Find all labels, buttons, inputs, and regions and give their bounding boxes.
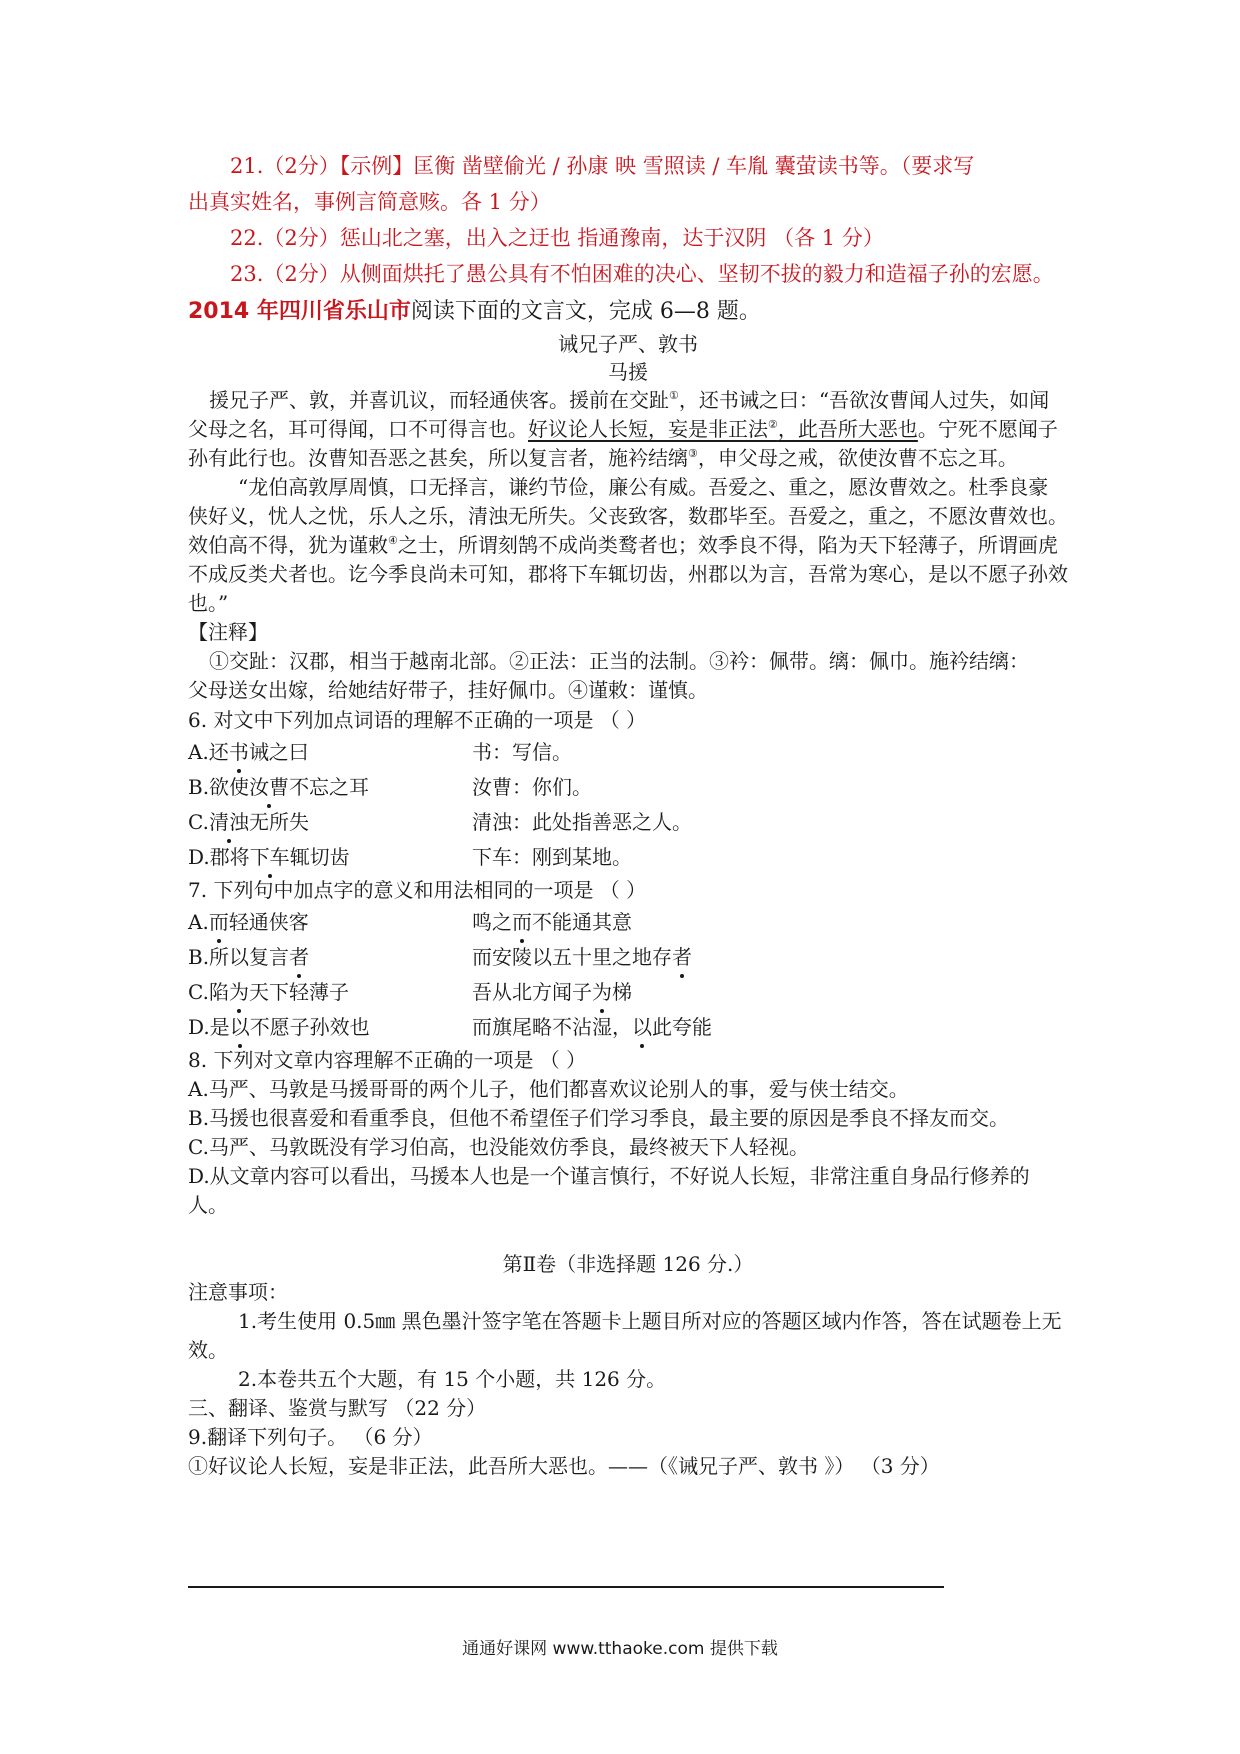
- q6-option-c: C.清浊无所失 清浊：此处指善恶之人。: [188, 805, 1068, 840]
- q6-option-a: A.还书诫之曰 书：写信。: [188, 735, 1068, 770]
- answer-21: 21.（2分）【示例】匡衡 凿壁偷光 / 孙康 映 雪照读 / 车胤 囊萤读书等。（要求写: [230, 154, 975, 178]
- passage-author: 马援: [608, 360, 648, 384]
- q7-option-d: D.是以不愿子孙效也 而旗尾略不沾湿，以此夸能: [188, 1010, 1068, 1045]
- q8-option-b: B.马援也很喜爱和看重季良，但他不希望侄子们学习季良，最主要的原因是季良不择友而交。: [188, 1106, 1010, 1130]
- notice-heading: 注意事项：: [188, 1280, 288, 1304]
- notes-heading: 【注释】: [188, 620, 268, 644]
- answer-23: 23.（2分）从侧面烘托了愚公具有不怕困难的决心、坚韧不拔的毅力和造福子孙的宏愿。: [230, 262, 1054, 286]
- notice-item-2: 2.本卷共五个大题，有 15 个小题，共 126 分。: [238, 1367, 667, 1391]
- answer-line: [188, 1586, 944, 1588]
- answer-22: 22.（2分）惩山北之塞，出入之迂也 指通豫南，达于汉阴 （各 1 分）: [230, 226, 884, 250]
- q7-option-b: B.所以复言者 而安陵以五十里之地存者: [188, 940, 1068, 975]
- question-8-stem: 8. 下列对文章内容理解不正确的一项是 （ ）: [188, 1048, 587, 1072]
- q8-option-d: D.从文章内容可以看出，马援本人也是一个谨言慎行，不好说人长短，非常注重自身品行修养的人。: [188, 1164, 1030, 1217]
- section-source: 2014 年四川省乐山市: [188, 299, 411, 324]
- q8-option-c: C.马严、马敦既没有学习伯高，也没能效仿季良，最终被天下人轻视。: [188, 1135, 809, 1159]
- notes-line-1: ①交趾：汉郡，相当于越南北部。②正法：正当的法制。③衿：佩带。缡：佩巾。施衿结缡：: [209, 649, 1029, 673]
- page-footer: 通通好课网 www.tthaoke.com 提供下载: [462, 1639, 778, 1659]
- part-2-title: 第Ⅱ卷（非选择题 126 分.）: [502, 1252, 754, 1276]
- question-6-stem: 6. 对文中下列加点词语的理解不正确的一项是 （ ）: [188, 708, 647, 732]
- answer-21-cont: 出真实姓名，事例言简意赅。各 1 分）: [188, 190, 551, 214]
- section-heading: [188, 294, 1068, 330]
- notes-line-2: 父母送女出嫁，给她结好带子，挂好佩巾。④谨敕：谨慎。: [188, 678, 708, 702]
- q7-option-c: C.陷为天下轻薄子 吾从北方闻子为梯: [188, 975, 1068, 1010]
- underlined-sentence: 好议论人长短，妄是非正法②，此吾所大恶也: [528, 417, 918, 441]
- q7-option-a: A.而轻通侠客 鸣之而不能通其意: [188, 905, 1068, 940]
- section-3-heading: 三、翻译、鉴赏与默写 （22 分）: [188, 1396, 487, 1420]
- notice-item-1: 1.考生使用 0.5㎜ 黑色墨汁签字笔在答题卡上题目所对应的答题区域内作答，答在试题卷上无效。: [188, 1309, 1062, 1362]
- q6-option-b: B.欲使汝曹不忘之耳 汝曹：你们。: [188, 770, 1068, 805]
- q6-option-d: D.郡将下车辄切齿 下车：刚到某地。: [188, 840, 1068, 875]
- question-7-stem: 7. 下列句中加点字的意义和用法相同的一项是 （ ）: [188, 878, 647, 902]
- document-page: [188, 148, 1068, 1481]
- passage-title: 诫兄子严、敦书: [558, 332, 698, 356]
- q8-option-a: A.马严、马敦是马援哥哥的两个儿子，他们都喜欢议论别人的事，爱与侠士结交。: [188, 1077, 909, 1101]
- section-instruction: 阅读下面的文言文，完成 6—8 题。: [410, 299, 761, 324]
- question-9-stem: 9.翻译下列句子。 （6 分）: [188, 1425, 433, 1449]
- passage-paragraph-1: 援兄子严、敦，并喜讥议，而轻通侠客。援前在交趾①，还书诫之曰：“吾欲汝曹闻人过失，如闻父母之名，耳可得闻，口不可得言也。好议论人长短，妄是非正法②，此吾所大恶也。宁死不愿闻子孙有此行也。汝曹知吾恶之甚矣，所以复言者，施衿结缡③，申父母之戒，欲使汝曹不忘之耳。: [188, 388, 1058, 470]
- question-9-item-1: ①好议论人长短，妄是非正法，此吾所大恶也。——（《诫兄子严、敦书 》） （3 分）: [188, 1454, 940, 1478]
- passage-paragraph-2: “龙伯高敦厚周慎，口无择言，谦约节俭，廉公有威。吾爱之、重之，愿汝曹效之。杜季良豪侠好义，忧人之忧，乐人之乐，清浊无所失。父丧致客，数郡毕至。吾爱之，重之，不愿汝曹效也。效伯高不得，犹为谨敕④之士，所谓刻鹄不成尚类鹜者也；效季良不得，陷为天下轻薄子，所谓画虎不成反类犬者也。讫今季良尚未可知，郡将下车辄切齿，州郡以为言，吾常为寒心，是以不愿子孙效也。”: [188, 475, 1068, 615]
